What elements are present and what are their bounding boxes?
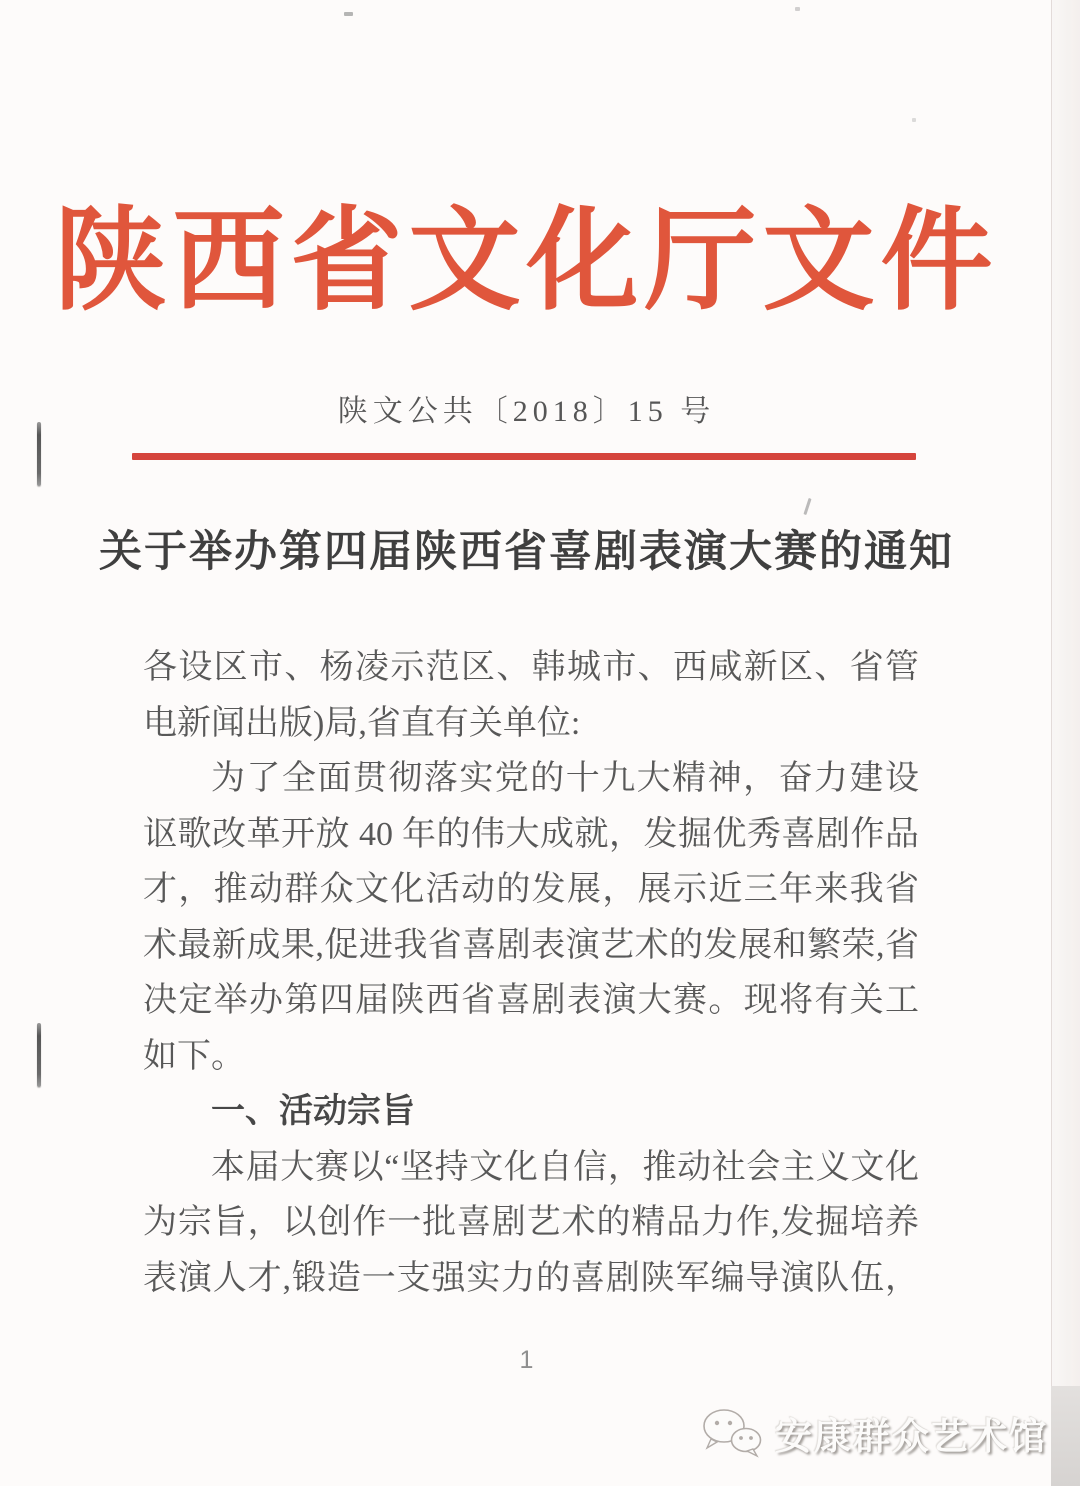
- body-line: 决定举办第四届陕西省喜剧表演大赛。现将有关工: [143, 982, 919, 1019]
- staple-mark: [37, 422, 41, 486]
- scan-speck: [912, 118, 916, 122]
- body-line: 术最新成果,促进我省喜剧表演艺术的发展和繁荣,省: [143, 926, 919, 964]
- red-separator-rule: [132, 453, 916, 460]
- body-line: 一、活动宗旨: [211, 1092, 415, 1130]
- wechat-icon: [701, 1407, 765, 1459]
- body-line: 电新闻出版)局,省直有关单位:: [143, 704, 581, 742]
- page-number: 1: [519, 1346, 534, 1374]
- page-right-edge: [1051, 0, 1080, 1486]
- staple-mark: [37, 1023, 41, 1087]
- document-number: 陕文公共〔2018〕15 号: [337, 395, 716, 428]
- scan-speck: [344, 12, 353, 16]
- watermark-text: 安康群众艺术馆: [775, 1416, 1048, 1457]
- body-line: 才，推动群众文化活动的发展，展示近三年来我省: [143, 871, 919, 908]
- letterhead-title: 陕西省文化厅文件: [54, 200, 999, 324]
- body-text: [143, 640, 919, 1306]
- scan-speck: [803, 498, 811, 515]
- watermark: [701, 1406, 1048, 1460]
- body-line: 各设区市、杨凌示范区、韩城市、西咸新区、省管: [143, 649, 919, 686]
- body-line: 为了全面贯彻落实党的十九大精神，奋力建设: [211, 760, 919, 797]
- notice-title: 关于举办第四届陕西省喜剧表演大赛的通知: [99, 529, 954, 576]
- scan-speck: [795, 7, 800, 11]
- body-line: 为宗旨，以创作一批喜剧艺术的精品力作,发掘培养: [143, 1204, 919, 1241]
- page-bottom-right-edge: [1051, 1386, 1080, 1486]
- body-line: 本届大赛以“坚持文化自信，推动社会主义文化: [211, 1148, 919, 1186]
- body-line: 如下。: [143, 1037, 245, 1075]
- body-line: 讴歌改革开放 40 年的伟大成就，发掘优秀喜剧作品: [143, 815, 919, 853]
- body-line: 表演人才,锻造一支强实力的喜剧陕军编导演队伍，: [143, 1259, 919, 1297]
